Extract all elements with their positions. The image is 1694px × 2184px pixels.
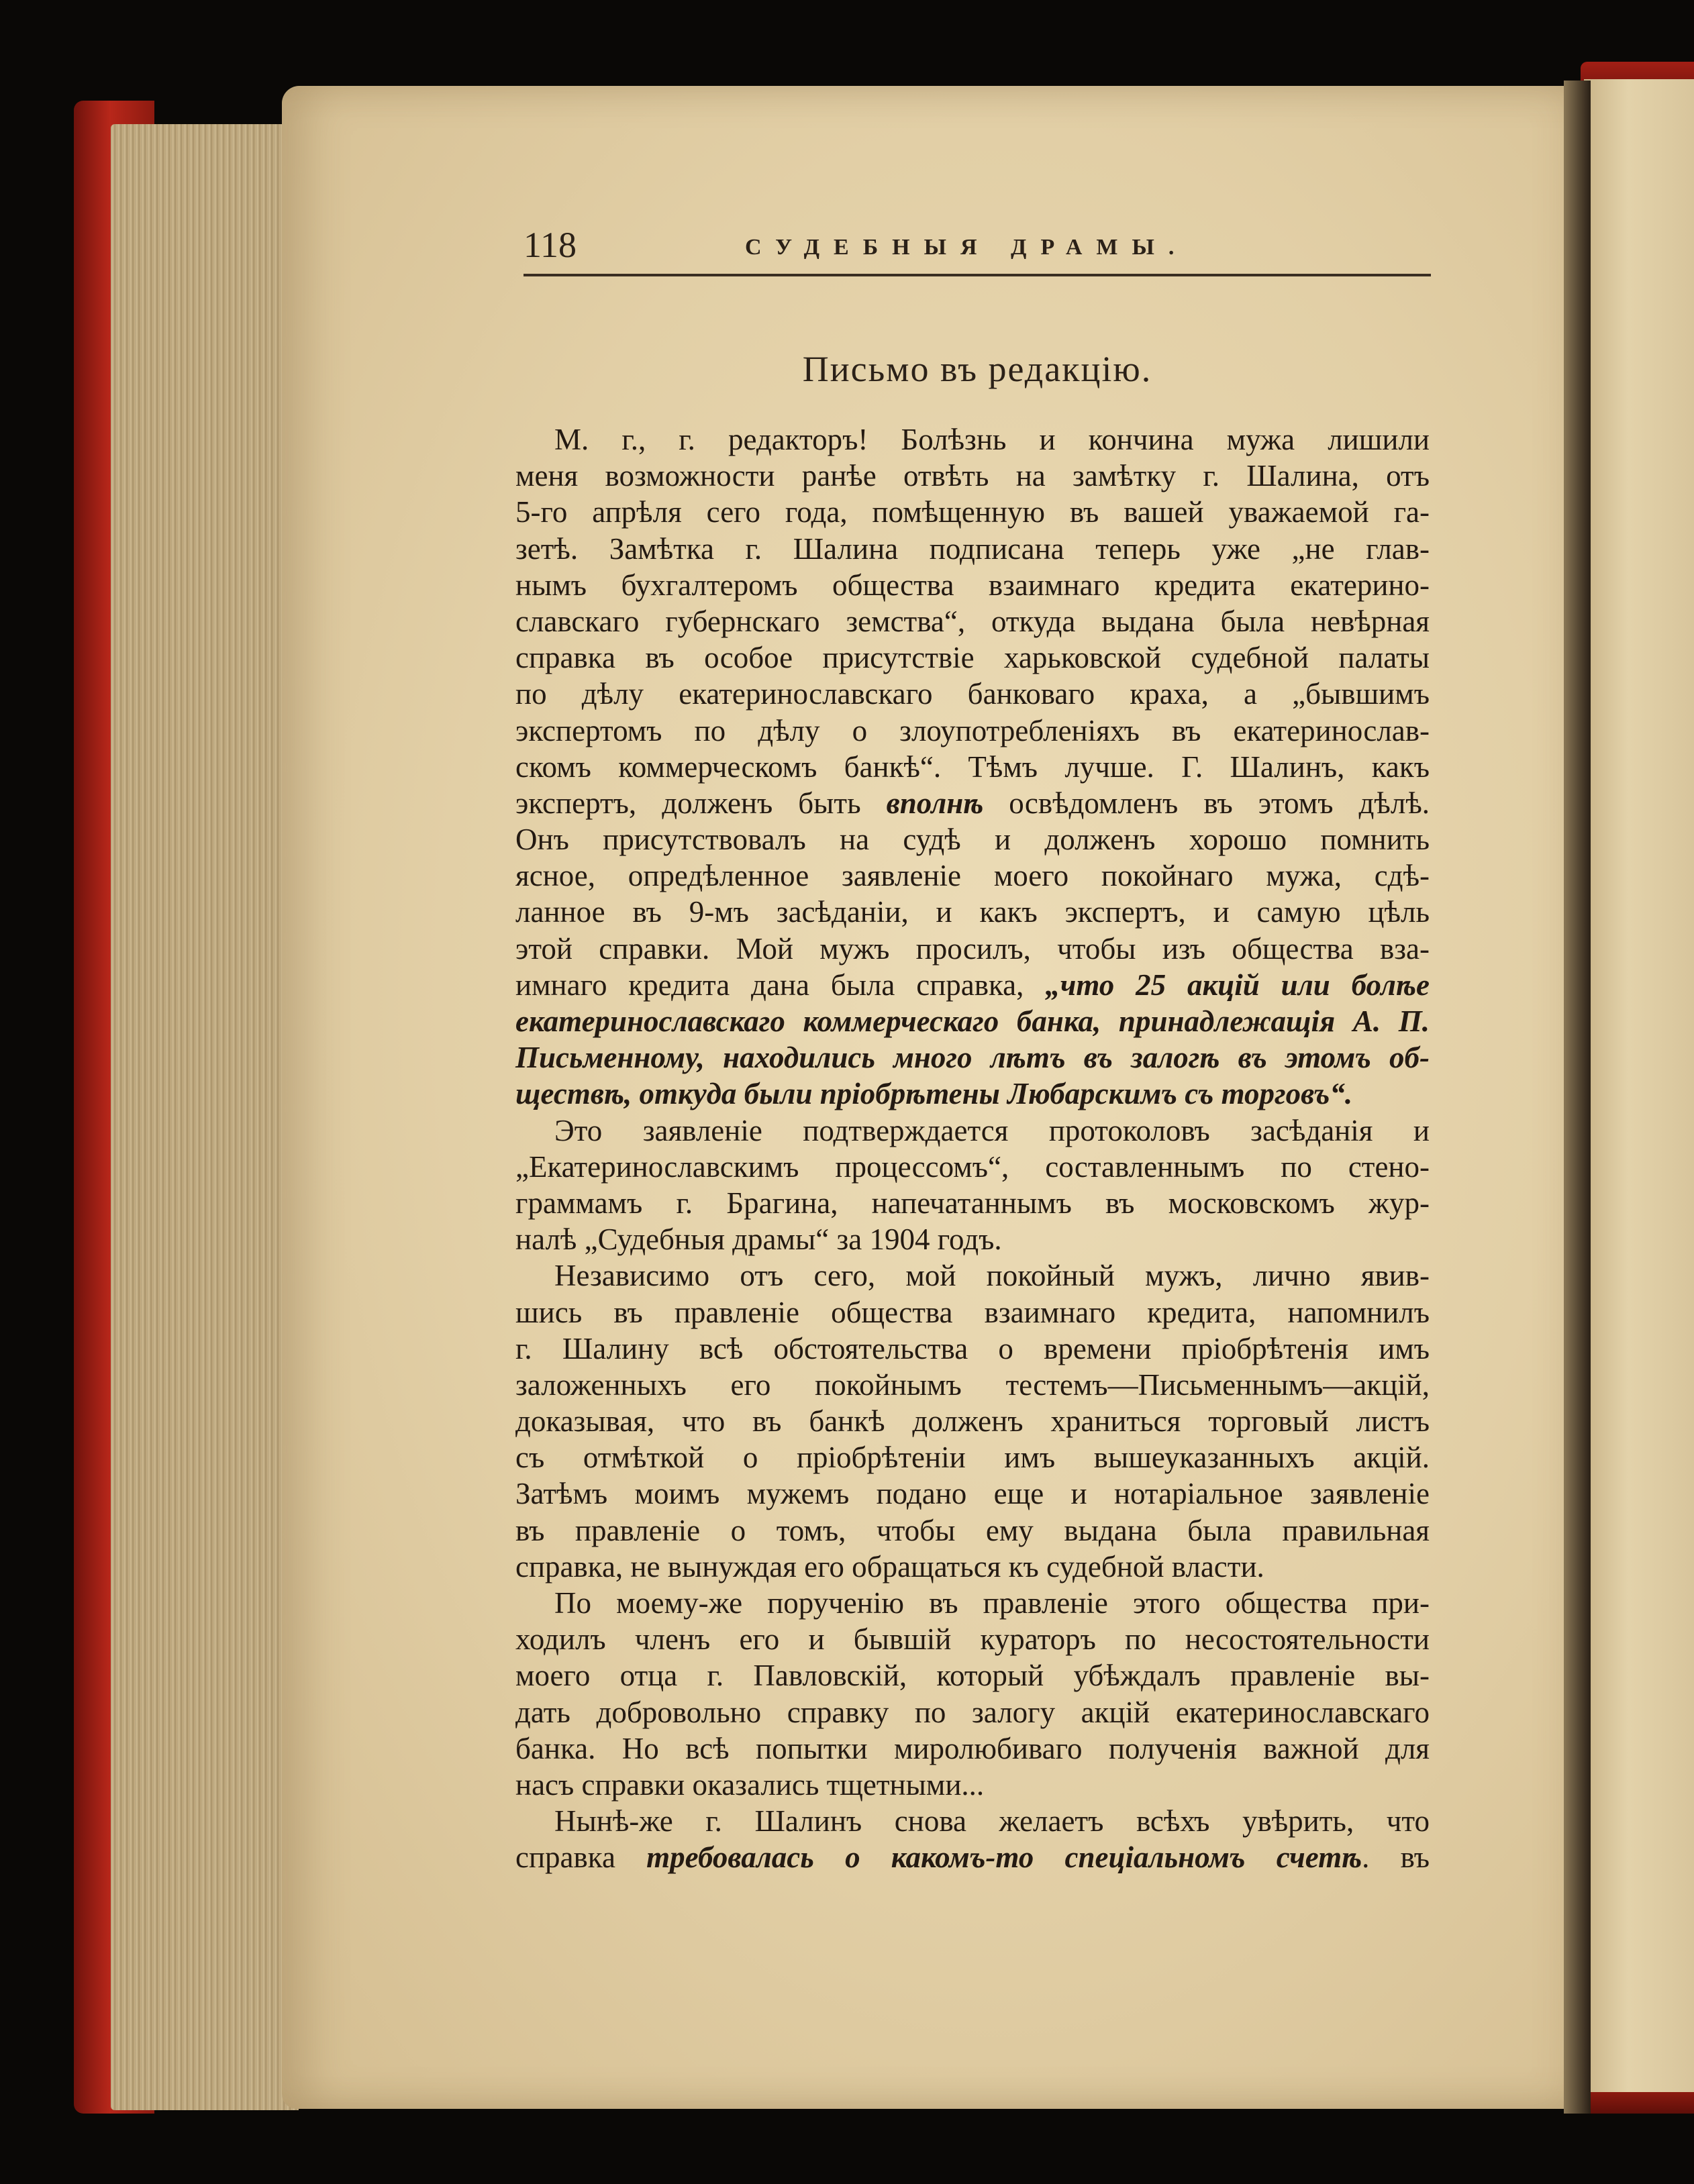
text-line bbox=[515, 603, 1430, 639]
text-line bbox=[515, 1767, 1430, 1803]
italic-text: екатеринославскаго коммерческаго банка, принадлежащія А. П. bbox=[515, 1004, 1430, 1038]
text-span: заложенныхъ его покойнымъ тестемъ—Письменнымъ—акцій, bbox=[515, 1367, 1430, 1402]
text-line bbox=[515, 1003, 1430, 1039]
running-title: СУДЕБНЫЯ ДРАМЫ. bbox=[745, 235, 1189, 260]
text-span: ясное, опредѣленное заявленіе моего покойнаго мужа, сдѣ- bbox=[515, 859, 1430, 893]
text-span: Затѣмъ моимъ мужемъ подано еще и нотаріальное заявленіе bbox=[515, 1477, 1430, 1511]
text-span: славскаго губернскаго земства“, откуда выдана была невѣрная bbox=[515, 604, 1430, 638]
text-span: меня возможности ранѣе отвѣть на замѣтку г. Шалина, отъ bbox=[515, 459, 1430, 493]
text-span: по дѣлу екатеринославскаго банковаго краха, а „бывшимъ bbox=[515, 677, 1430, 711]
text-span: Это заявленіе подтверждается протоколовъ засѣданія и bbox=[554, 1113, 1430, 1147]
text-line bbox=[515, 1549, 1430, 1585]
text-line bbox=[515, 821, 1430, 857]
italic-text: Письменному, находились много лѣтъ въ залогѣ въ этомъ об- bbox=[515, 1041, 1430, 1075]
text-line bbox=[515, 713, 1430, 749]
text-span: имнаго кредита дана была справка, bbox=[515, 968, 1046, 1002]
text-line bbox=[515, 1039, 1430, 1076]
text-line bbox=[515, 1621, 1430, 1657]
text-span: этой справки. Мой мужъ просилъ, чтобы изъ общества вза- bbox=[515, 931, 1430, 966]
text-line bbox=[515, 1331, 1430, 1367]
text-line bbox=[515, 1839, 1430, 1875]
text-line bbox=[515, 1475, 1430, 1512]
text-line bbox=[515, 1730, 1430, 1767]
text-span: дать добровольно справку по залогу акцій екатеринославскаго bbox=[515, 1695, 1430, 1729]
italic-text: „что 25 акцій или болѣе bbox=[1045, 968, 1430, 1002]
italic-text: требовалась о какомъ-то спеціальномъ счетѣ bbox=[646, 1840, 1362, 1875]
text-line bbox=[515, 1257, 1430, 1294]
text-line bbox=[515, 1076, 1430, 1112]
text-span: экспертъ, долженъ быть bbox=[515, 786, 887, 820]
text-line bbox=[515, 1512, 1430, 1549]
text-line bbox=[515, 1585, 1430, 1621]
text-span: ходилъ членъ его и бывшій кураторъ по несостоятельности bbox=[515, 1622, 1430, 1657]
text-span: Независимо отъ сего, мой покойный мужъ, лично явив- bbox=[554, 1259, 1430, 1293]
text-span: съ отмѣткой о пріобрѣтеніи имъ вышеуказанныхъ акцій. bbox=[515, 1441, 1430, 1475]
text-line bbox=[515, 1185, 1430, 1221]
book-cover-right-bottom bbox=[1591, 2092, 1694, 2114]
text-line bbox=[515, 1112, 1430, 1149]
text-span: . въ bbox=[1362, 1840, 1430, 1875]
text-line bbox=[515, 494, 1430, 530]
text-span: нымъ бухгалтеромъ общества взаимнаго кредита екатерино- bbox=[515, 568, 1430, 602]
text-span: граммамъ г. Брагина, напечатаннымъ въ московскомъ жур- bbox=[515, 1186, 1430, 1220]
text-span: доказывая, что въ банкѣ долженъ храниться торговый листъ bbox=[515, 1404, 1430, 1439]
page-number: 118 bbox=[524, 225, 577, 265]
text-span: Нынѣ-же г. Шалинъ снова желаетъ всѣхъ увѣрить, что bbox=[554, 1804, 1430, 1838]
text-line bbox=[515, 458, 1430, 494]
text-line bbox=[515, 421, 1430, 458]
text-span: „Екатеринославскимъ процессомъ“, составленнымъ по стено- bbox=[515, 1149, 1430, 1184]
text-span: справка въ особое присутствіе харьковской судебной палаты bbox=[515, 641, 1430, 675]
text-span: налѣ „Судебныя драмы“ за 1904 годъ. bbox=[515, 1223, 1002, 1257]
text-line bbox=[515, 1149, 1430, 1185]
text-span: г. Шалину всѣ обстоятельства о времени пріобрѣтенія имъ bbox=[515, 1331, 1430, 1365]
page-header bbox=[524, 225, 1430, 278]
text-span: По моему-же порученію въ правленіе этого общества при- bbox=[554, 1586, 1430, 1620]
text-line bbox=[515, 967, 1430, 1003]
text-span: Онъ присутствовалъ на судѣ и долженъ хорошо помнить bbox=[515, 823, 1430, 857]
text-span: скомъ коммерческомъ банкѣ“. Тѣмъ лучше. Г. Шалинъ, какъ bbox=[515, 749, 1430, 784]
text-line bbox=[515, 1403, 1430, 1439]
text-line bbox=[515, 931, 1430, 967]
text-line bbox=[515, 1294, 1430, 1331]
text-line bbox=[515, 531, 1430, 567]
text-line bbox=[515, 1657, 1430, 1694]
italic-text: вполнѣ bbox=[886, 786, 984, 820]
text-span: зетѣ. Замѣтка г. Шалина подписана теперь уже „не глав- bbox=[515, 531, 1430, 566]
italic-text: ществѣ, откуда были пріобрѣтены Любарскимъ съ торговъ“. bbox=[515, 1077, 1353, 1111]
text-span: справка, не вынуждая его обращаться къ судебной власти. bbox=[515, 1549, 1264, 1583]
text-line bbox=[515, 894, 1430, 930]
text-line bbox=[515, 676, 1430, 712]
page-edges bbox=[111, 124, 299, 2110]
text-line bbox=[515, 785, 1430, 821]
text-span: моего отца г. Павловскій, который убѣждалъ правленіе вы- bbox=[515, 1659, 1430, 1693]
book-gutter bbox=[1564, 81, 1591, 2114]
text-span: шись въ правленіе общества взаимнаго кредита, напомнилъ bbox=[515, 1295, 1430, 1329]
text-line bbox=[515, 1803, 1430, 1839]
letter-body bbox=[515, 421, 1430, 1876]
text-line bbox=[515, 567, 1430, 603]
text-span: ланное въ 9-мъ засѣданіи, и какъ экспертъ, и самую цѣль bbox=[515, 895, 1430, 929]
text-line bbox=[515, 749, 1430, 785]
text-line bbox=[515, 1694, 1430, 1730]
letter-title: Письмо въ редакцію. bbox=[802, 349, 1152, 389]
text-span: въ правленіе о томъ, чтобы ему выдана была правильная bbox=[515, 1513, 1430, 1547]
text-span: М. г., г. редакторъ! Болѣзнь и кончина мужа лишили bbox=[554, 423, 1430, 456]
text-line bbox=[515, 1367, 1430, 1403]
text-span: освѣдомленъ въ этомъ дѣлѣ. bbox=[983, 786, 1430, 820]
text-line bbox=[515, 1439, 1430, 1475]
text-span: справка bbox=[515, 1840, 647, 1875]
text-line bbox=[515, 857, 1430, 894]
next-page-edge bbox=[1584, 79, 1694, 2105]
text-line bbox=[515, 639, 1430, 676]
text-span: банка. Но всѣ попытки миролюбиваго полученія важной для bbox=[515, 1731, 1430, 1765]
text-span: насъ справки оказались тщетными... bbox=[515, 1767, 985, 1802]
text-span: экспертомъ по дѣлу о злоупотребленіяхъ въ екатеринослав- bbox=[515, 713, 1430, 747]
text-line bbox=[515, 1221, 1430, 1257]
header-rule bbox=[524, 274, 1431, 276]
text-span: 5-го апрѣля сего года, помѣщенную въ вашей уважаемой га- bbox=[515, 495, 1430, 529]
